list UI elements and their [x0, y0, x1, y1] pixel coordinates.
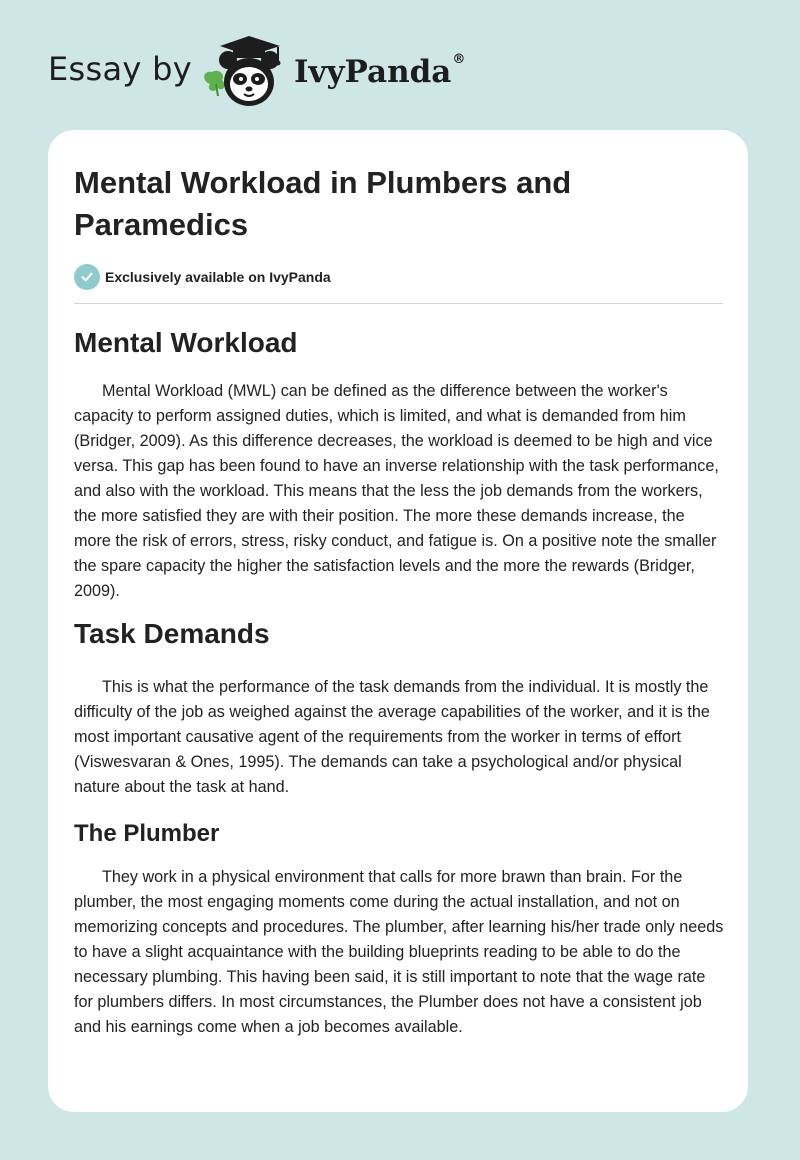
site-header [0, 0, 800, 120]
divider [74, 303, 723, 304]
section-paragraph-mental-workload: Mental Workload (MWL) can be defined as the difference between the worker's capacity to perform assigned duties, which is limited, and what is demanded from him (Bridger, 2009). As this difference decreases, the workload is deemed to be high and vice versa. This gap has been found to have an inverse relationship with the task performance, and also with the workload. This means that the less the job demands from the workers, the more satisfied they are with their position. The more these demands increase, the more the risk of errors, stress, risky conduct, and fatigue is. On a positive note the smaller the spare capacity the higher the satisfaction levels and the more the rewards (Bridger, 2009). [74, 382, 719, 600]
exclusive-badge [74, 264, 331, 290]
article-body [74, 321, 726, 1040]
section-heading-task-demands: Task Demands [74, 618, 270, 649]
panda-graduate-logo-icon[interactable] [200, 34, 292, 110]
brand-name: IvyPanda [294, 54, 452, 90]
page-title: Mental Workload in Plumbers and Paramedics [74, 165, 572, 242]
ivy-leaf-icon [204, 71, 224, 96]
check-icon [74, 264, 100, 290]
badge-text: Exclusively available on IvyPanda [105, 269, 331, 285]
ivypanda-brand[interactable] [294, 54, 465, 90]
section-heading-mental-workload: Mental Workload [74, 327, 298, 358]
essay-by-label: Essay by [48, 50, 192, 88]
section-paragraph-the-plumber: They work in a physical environment that calls for more brawn than brain. For the plumber, the most engaging moments come during the actual installation, and not on memorizing concepts and procedures. The plumber, after learning his/her trade only needs to have a slight acquaintance with the building blueprints reading to be able to do the necessary plumbing. This having been said, it is still important to note that the wage rate for plumbers differs. In most circumstances, the Plumber does not have a consistent job and his earnings come when a job becomes available. [74, 868, 724, 1036]
registered-mark: ® [452, 52, 466, 67]
section-paragraph-task-demands: This is what the performance of the task demands from the individual. It is mostly the difficulty of the job as weighed against the average capabilities of the worker, and it is the most important causative agent of the requirements from the worker in terms of effort (Viswesvaran & Ones, 1995). The demands can take a psychological and/or physical nature about the task at hand. [74, 678, 710, 796]
essay-card [48, 130, 748, 1112]
section-heading-the-plumber: The Plumber [74, 820, 220, 847]
